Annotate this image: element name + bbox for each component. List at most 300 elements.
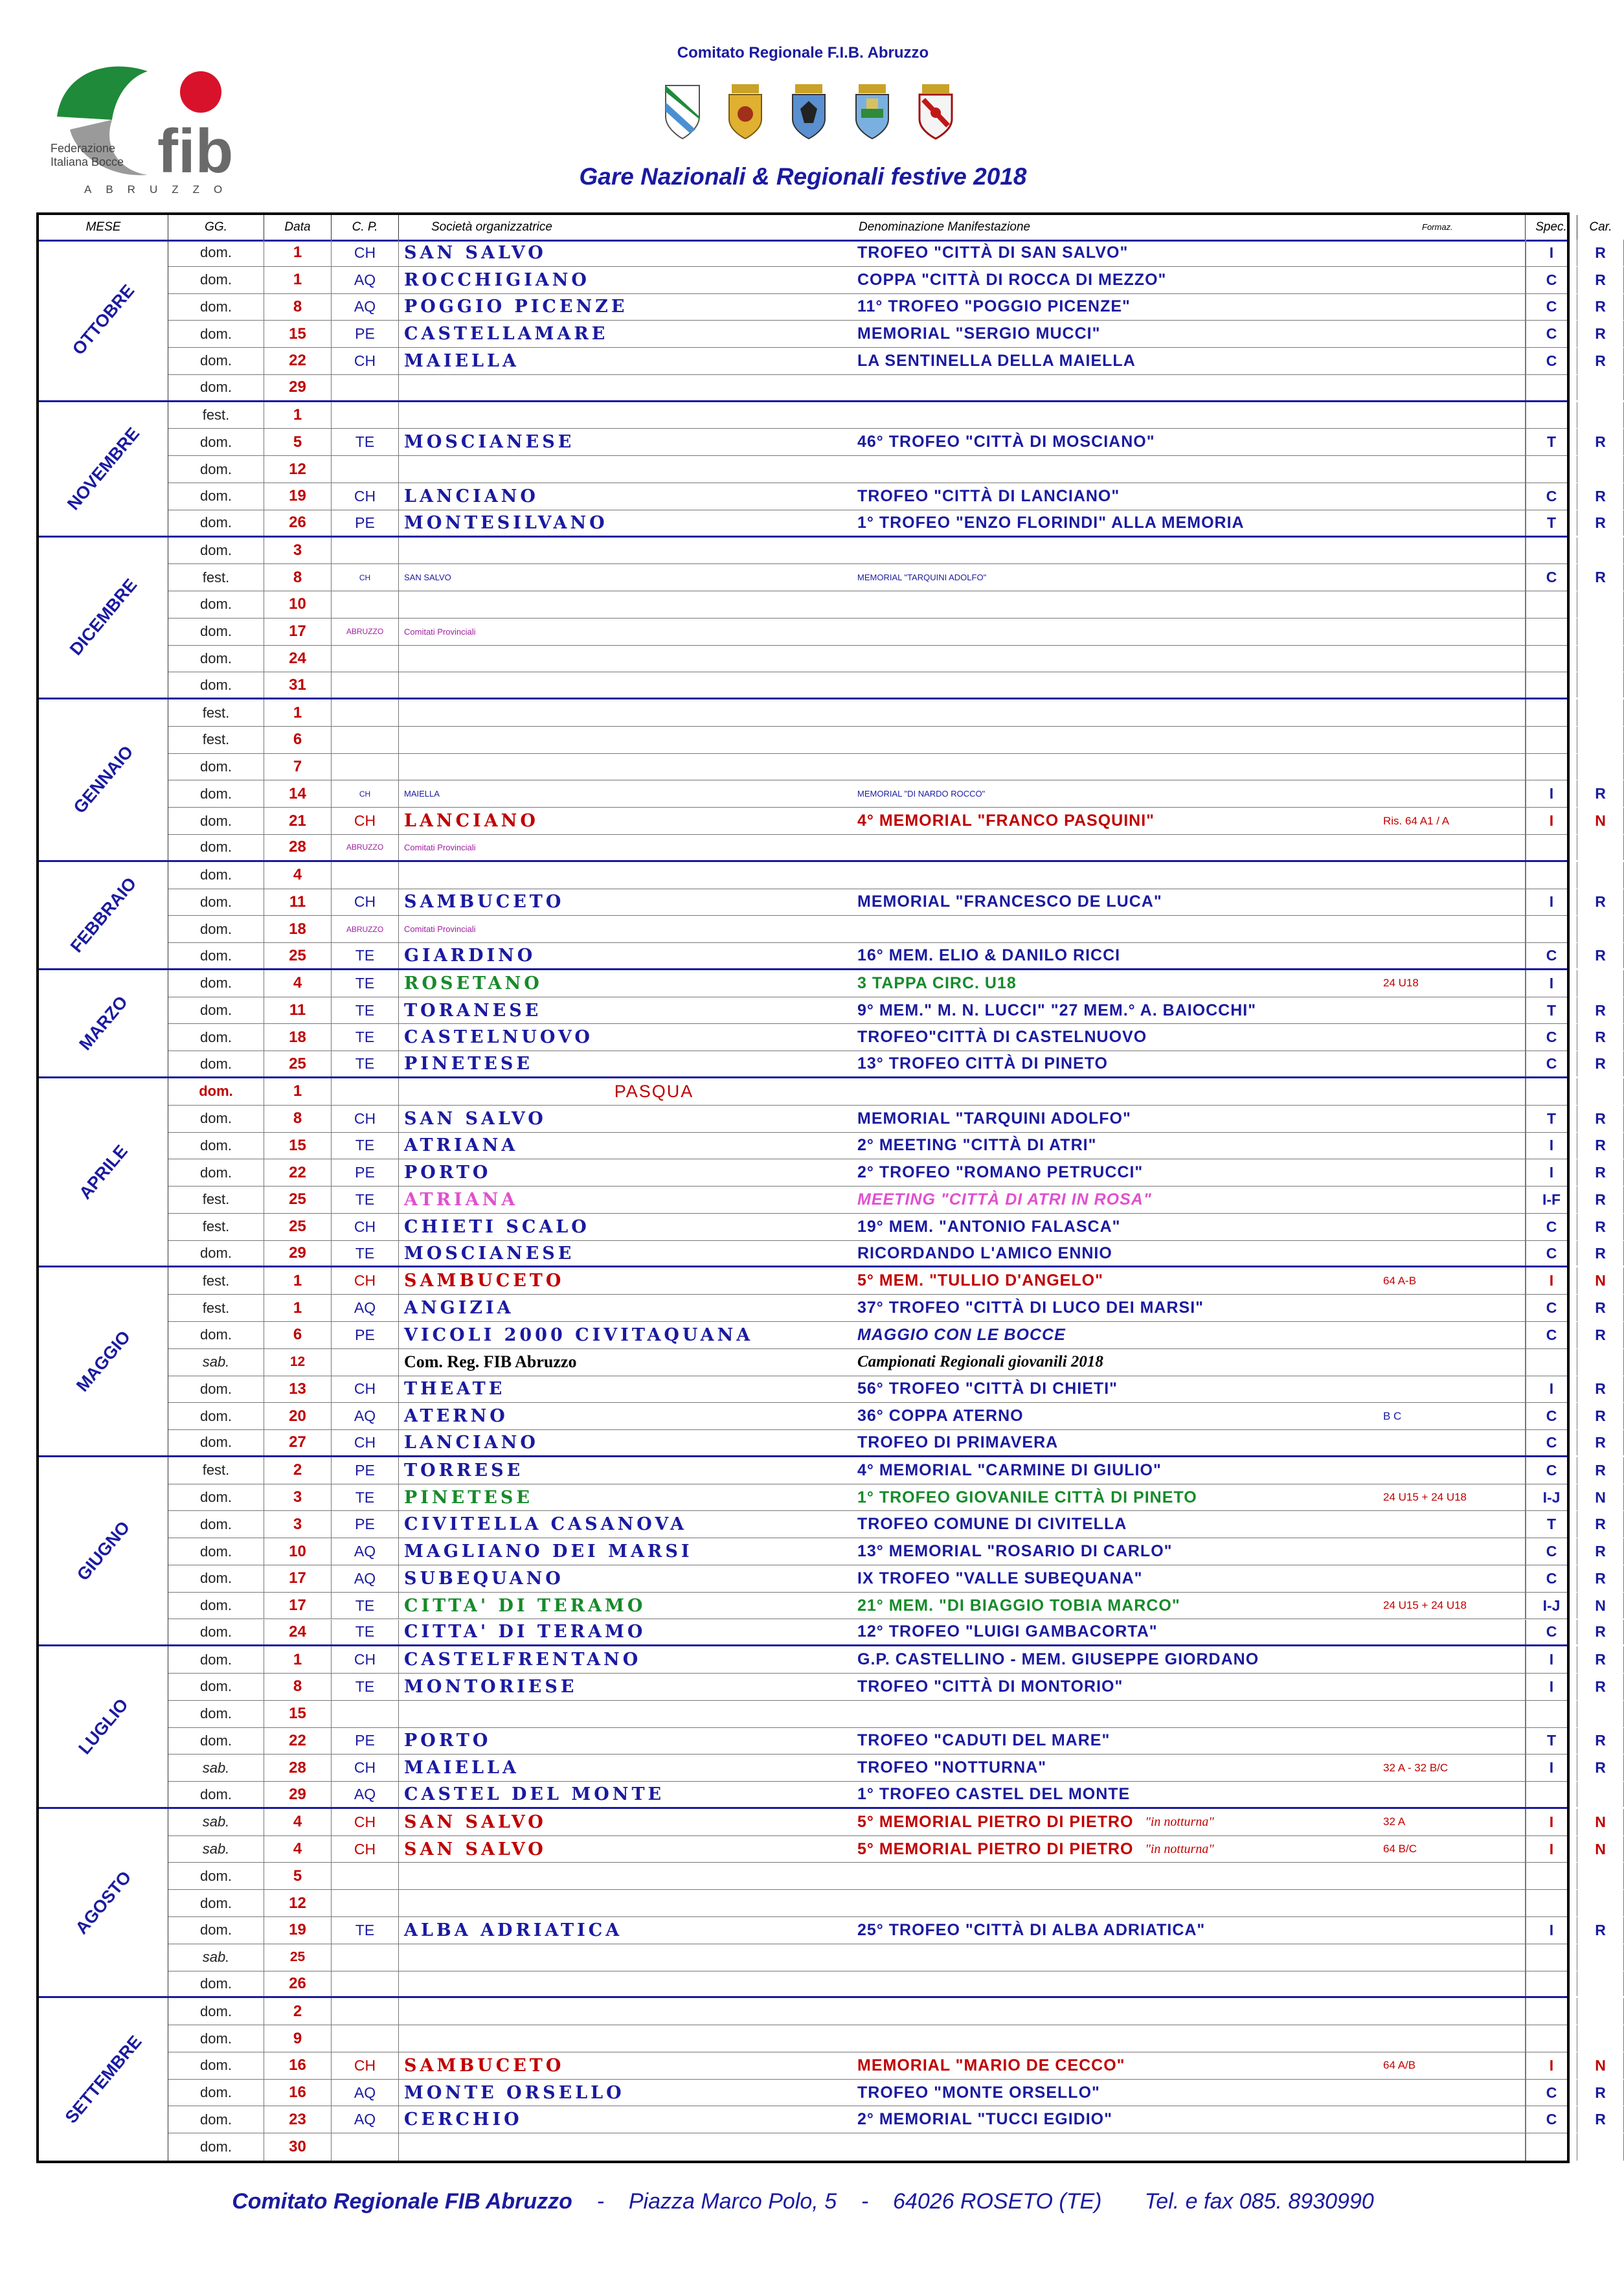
date-cell: [264, 1971, 332, 1997]
table-row: [168, 1457, 1606, 1484]
organizer-cell: [399, 1863, 852, 1889]
speciality-cell: [1526, 538, 1577, 564]
organizer-cell: [399, 429, 852, 455]
event-name-cell: [852, 780, 1383, 807]
event-name: 37° TROFEO "CITTÀ DI LUCO DEI MARSI": [857, 1299, 1204, 1317]
formation-cell: [1383, 2025, 1526, 2052]
event-name-cell: [852, 916, 1383, 942]
province: ABRUZZO: [346, 924, 384, 934]
organizer-cell: [399, 2052, 852, 2079]
speciality-cell: [1526, 808, 1577, 834]
category-cell: [1577, 456, 1624, 483]
day-of-week: dom.: [200, 1597, 232, 1614]
table-row: [168, 1809, 1606, 1836]
province: CH: [354, 2056, 376, 2074]
date: 12: [289, 460, 306, 478]
category-cell: [1577, 1620, 1624, 1645]
col-cp: C. P.: [332, 215, 399, 240]
speciality-cell: [1526, 1403, 1577, 1429]
day-of-week: dom.: [200, 1516, 232, 1532]
event-note: "in notturna": [1145, 1814, 1214, 1829]
province-cell: [332, 1133, 399, 1159]
table-row: [168, 1565, 1606, 1593]
category: R: [1595, 1109, 1606, 1127]
date-cell: [264, 1376, 332, 1403]
logo-text: Federazione: [51, 142, 116, 155]
date: 28: [289, 1758, 306, 1777]
category-cell: [1577, 1863, 1624, 1889]
organizer: ATRIANA: [404, 1189, 519, 1210]
table-row: [168, 1971, 1567, 1999]
date-cell: [264, 1430, 332, 1455]
date: 24: [289, 1622, 306, 1641]
date: 29: [289, 378, 306, 396]
day-of-week-cell: [168, 835, 264, 860]
day-of-week-cell: [168, 1106, 264, 1132]
formation-cell: [1383, 1646, 1526, 1673]
event-name-cell: [852, 1782, 1383, 1807]
day-of-week: dom.: [200, 2030, 232, 2047]
speciality: I: [1549, 974, 1554, 992]
speciality-cell: [1526, 1944, 1577, 1971]
province-cell: [332, 970, 399, 997]
day-of-week: dom.: [200, 1543, 232, 1560]
organizer: MONTE ORSELLO: [404, 2082, 625, 2103]
organizer-cell: [399, 240, 852, 266]
formation: 32 A: [1383, 1815, 1406, 1828]
speciality-cell: [1526, 483, 1577, 510]
category: R: [1595, 785, 1606, 802]
table-row: [168, 538, 1567, 565]
day-of-week-cell: [168, 672, 264, 698]
organizer-cell: [399, 1998, 852, 2025]
speciality-cell: [1526, 564, 1577, 591]
event-name: MEMORIAL "SERGIO MUCCI": [857, 324, 1101, 343]
category-cell: [1577, 1511, 1624, 1538]
event-name: 11° TROFEO "POGGIO PICENZE": [857, 297, 1131, 316]
organizer: CITTA' DI TERAMO: [404, 1595, 646, 1616]
month-cell: [39, 1646, 168, 1809]
table-row: [168, 780, 1606, 808]
category: R: [1595, 1759, 1606, 1777]
day-of-week: dom.: [199, 1083, 233, 1100]
date: 13: [289, 1380, 306, 1398]
category-cell: [1577, 2080, 1624, 2106]
province: TE: [355, 974, 375, 992]
speciality-cell: [1526, 970, 1577, 997]
formation-cell: [1383, 1863, 1526, 1889]
province-cell: [332, 375, 399, 400]
day-of-week-cell: [168, 1593, 264, 1619]
organizer-cell: [399, 1241, 852, 1266]
date: 10: [289, 595, 306, 613]
province: CH: [354, 1759, 376, 1777]
speciality-cell: [1526, 672, 1577, 698]
date: 25: [289, 1054, 306, 1073]
speciality: I: [1549, 244, 1554, 261]
organizer: CASTELLAMARE: [404, 324, 609, 345]
organizer-cell: [399, 1538, 852, 1565]
day-of-week: dom.: [200, 1434, 232, 1451]
table-row: [168, 889, 1606, 916]
chieti-crest-icon: [725, 83, 765, 141]
event-name: 56° TROFEO "CITTÀ DI CHIETI": [857, 1380, 1118, 1398]
formation-cell: [1383, 1403, 1526, 1429]
date: 5: [293, 433, 302, 451]
organizer: MONTESILVANO: [404, 512, 608, 533]
organizer-cell: [399, 1755, 852, 1781]
day-of-week-cell: [168, 646, 264, 672]
formation-cell: [1383, 321, 1526, 347]
date: 12: [289, 1894, 306, 1912]
date-cell: [264, 1836, 332, 1863]
table-row: [168, 240, 1606, 267]
date-cell: [264, 1620, 332, 1645]
event-name: 9° MEM." M. N. LUCCI" "27 MEM.° A. BAIOCCHI": [857, 1001, 1257, 1019]
category-cell: [1577, 1484, 1624, 1511]
organizer-cell: [399, 1511, 852, 1538]
speciality-cell: [1526, 1620, 1577, 1645]
speciality-cell: [1526, 321, 1577, 347]
day-of-week-cell: [168, 1430, 264, 1455]
day-of-week: dom.: [200, 1922, 232, 1938]
date-cell: [264, 564, 332, 591]
day-of-week-cell: [168, 1159, 264, 1186]
date: 11: [289, 892, 306, 911]
province: AQ: [354, 1543, 376, 1560]
province-cell: [332, 294, 399, 321]
speciality: C: [1546, 2111, 1557, 2128]
event-name-cell: [852, 1701, 1383, 1727]
province-cell: [332, 1836, 399, 1863]
province: PE: [355, 1516, 375, 1533]
speciality-cell: [1526, 267, 1577, 293]
province: PE: [355, 1732, 375, 1749]
province-cell: [332, 1565, 399, 1592]
speciality-cell: [1526, 1809, 1577, 1835]
formation-cell: [1383, 808, 1526, 834]
day-of-week: dom.: [200, 1137, 232, 1153]
date-cell: [264, 402, 332, 429]
category: R: [1595, 1244, 1606, 1262]
day-of-week: dom.: [200, 839, 232, 856]
day-of-week-cell: [168, 1782, 264, 1807]
category-cell: [1577, 1646, 1624, 1673]
teramo-crest-icon: [916, 83, 956, 141]
date-cell: [264, 646, 332, 672]
speciality-cell: [1526, 1593, 1577, 1619]
formation-cell: [1383, 348, 1526, 374]
day-of-week-cell: [168, 1917, 264, 1944]
table-row: [168, 1863, 1567, 1890]
date: 1: [293, 703, 302, 721]
date-cell: [264, 240, 332, 266]
organizer: LANCIANO: [404, 811, 539, 832]
organizer-cell: [399, 997, 852, 1024]
organizer-cell: [399, 619, 852, 645]
organizer: Comitati Provinciali: [404, 924, 476, 935]
organizer: VICOLI 2000 CIVITAQUANA: [404, 1324, 754, 1345]
day-of-week: dom.: [200, 2003, 232, 2019]
fib-logo: [51, 45, 277, 201]
category-cell: [1577, 267, 1624, 293]
category: R: [1595, 1218, 1606, 1235]
province-cell: [332, 1349, 399, 1376]
speciality: T: [1546, 1516, 1557, 1533]
formation-cell: [1383, 1593, 1526, 1619]
category-cell: [1577, 402, 1624, 429]
category: R: [1595, 1543, 1606, 1560]
table-row: [168, 2133, 1567, 2161]
date: 1: [293, 244, 302, 262]
organizer-cell: [399, 1890, 852, 1916]
province-cell: [332, 1430, 399, 1455]
province-cell: [332, 1782, 399, 1807]
date: 22: [289, 1731, 306, 1749]
date-cell: [264, 510, 332, 536]
month-name: GENNAIO: [69, 742, 137, 817]
event-name-cell: [852, 1646, 1383, 1673]
province-cell: [332, 483, 399, 510]
category-cell: [1577, 1728, 1624, 1755]
table-row: [168, 483, 1606, 510]
month-name: FEBBRAIO: [66, 873, 140, 957]
organizer-cell: [399, 1646, 852, 1673]
speciality: I: [1549, 1137, 1554, 1154]
day-of-week-cell: [168, 1646, 264, 1673]
category-cell: [1577, 538, 1624, 564]
day-of-week: dom.: [200, 975, 232, 992]
date-cell: [264, 1241, 332, 1266]
date: 3: [293, 1488, 302, 1506]
organizer-cell: [399, 483, 852, 510]
day-of-week-cell: [168, 970, 264, 997]
speciality-cell: [1526, 510, 1577, 536]
province-cell: [332, 1457, 399, 1484]
month-cell: [39, 699, 168, 862]
day-of-week: dom.: [200, 2057, 232, 2074]
day-of-week-cell: [168, 889, 264, 916]
category: R: [1595, 1569, 1606, 1587]
date-cell: [264, 780, 332, 807]
category: R: [1595, 1190, 1606, 1208]
category-cell: [1577, 916, 1624, 942]
date: 17: [289, 622, 306, 641]
category: N: [1595, 2056, 1606, 2074]
date: 4: [293, 1840, 302, 1858]
organizer-cell: [399, 754, 852, 780]
category: R: [1595, 1461, 1606, 1479]
event-name: 4° MEMORIAL "CARMINE DI GIULIO": [857, 1460, 1162, 1479]
date: 3: [293, 1515, 302, 1533]
day-of-week: fest.: [202, 1462, 230, 1479]
formation-cell: [1383, 1376, 1526, 1403]
table-row: [168, 619, 1567, 646]
event-name-cell: [852, 1349, 1383, 1376]
formation-cell: [1383, 1024, 1526, 1051]
table-row: [168, 1890, 1567, 1917]
col-denominazione: Denominazione Manifestazione: [859, 220, 1031, 234]
organizer: Comitati Provinciali: [404, 842, 476, 852]
month-cell: [39, 538, 168, 700]
province: TE: [355, 1190, 375, 1208]
formation-cell: [1383, 564, 1526, 591]
month-name: NOVEMBRE: [63, 423, 143, 514]
table-row: [168, 2025, 1567, 2052]
day-of-week: dom.: [200, 1380, 232, 1397]
date-cell: [264, 1024, 332, 1051]
province-cell: [332, 456, 399, 483]
speciality-cell: [1526, 619, 1577, 645]
event-name-cell: [852, 1295, 1383, 1321]
category: R: [1595, 1623, 1606, 1641]
province: TE: [355, 947, 375, 964]
date: 3: [293, 541, 302, 559]
province-cell: [332, 1187, 399, 1213]
speciality-cell: [1526, 591, 1577, 618]
table-row: [168, 1836, 1606, 1863]
day-of-week: dom.: [200, 1894, 232, 1911]
day-of-week-cell: [168, 2052, 264, 2079]
formation-cell: [1383, 456, 1526, 483]
speciality: I: [1549, 1813, 1554, 1830]
speciality: I: [1549, 1651, 1554, 1668]
organizer: SAMBUCETO: [404, 892, 565, 913]
category-cell: [1577, 672, 1624, 698]
formation-cell: [1383, 835, 1526, 860]
date-cell: [264, 1646, 332, 1673]
category-cell: [1577, 1593, 1624, 1619]
date: 30: [289, 2138, 306, 2156]
province: TE: [355, 1596, 375, 1614]
formation: 64 B/C: [1383, 1843, 1417, 1856]
category-cell: [1577, 1917, 1624, 1944]
date-cell: [264, 970, 332, 997]
day-of-week: dom.: [200, 488, 232, 505]
date: 23: [289, 2110, 306, 2128]
category-cell: [1577, 1809, 1624, 1835]
event-name-cell: [852, 564, 1383, 591]
category-cell: [1577, 1782, 1624, 1807]
province: TE: [355, 1244, 375, 1262]
event-name: G.P. CASTELLINO - MEM. GIUSEPPE GIORDANO: [857, 1650, 1259, 1669]
day-of-week: dom.: [200, 541, 232, 558]
date-cell: [264, 754, 332, 780]
date: 5: [293, 1867, 302, 1885]
speciality-cell: [1526, 2106, 1577, 2133]
col-car: Car.: [1589, 220, 1612, 234]
logo-region: ABRUZZO: [84, 183, 237, 196]
event-name-cell: [852, 672, 1383, 698]
date: 12: [289, 1354, 306, 1370]
province: CH: [354, 1109, 376, 1127]
day-of-week: dom.: [200, 325, 232, 342]
speciality-cell: [1526, 1701, 1577, 1727]
day-of-week-cell: [168, 1755, 264, 1781]
province: CH: [354, 352, 376, 369]
event-name-cell: [852, 970, 1383, 997]
organizer-cell: [399, 1214, 852, 1240]
speciality-cell: [1526, 1024, 1577, 1051]
formation-cell: [1383, 916, 1526, 942]
date: 6: [293, 1326, 302, 1344]
event-name-cell: [852, 1593, 1383, 1619]
organizer-cell: [399, 1024, 852, 1051]
date-cell: [264, 1484, 332, 1511]
day-of-week: sab.: [202, 1813, 230, 1830]
date: 18: [289, 920, 306, 938]
province: AQ: [354, 298, 376, 315]
organizer-cell: [399, 1782, 852, 1807]
date-cell: [264, 1809, 332, 1835]
formation-cell: [1383, 1267, 1526, 1294]
speciality-cell: [1526, 1565, 1577, 1592]
event-name-cell: [852, 1890, 1383, 1916]
formation-cell: [1383, 240, 1526, 266]
province-cell: [332, 402, 399, 429]
date: 31: [289, 676, 306, 694]
organizer-cell: [399, 2133, 852, 2161]
day-of-week-cell: [168, 1322, 264, 1348]
organizer: PINETESE: [404, 1054, 533, 1074]
province: ABRUZZO: [346, 627, 384, 637]
organizer-cell: [399, 1971, 852, 1997]
speciality-cell: [1526, 646, 1577, 672]
event-name-cell: [852, 2133, 1383, 2161]
event-name-cell: [852, 294, 1383, 321]
category-cell: [1577, 321, 1624, 347]
province: AQ: [354, 1299, 376, 1317]
day-of-week: dom.: [200, 1028, 232, 1045]
province-cell: [332, 1620, 399, 1645]
province: CH: [359, 789, 371, 799]
month-cell: [39, 1267, 168, 1457]
day-of-week-cell: [168, 1187, 264, 1213]
organizer: GIARDINO: [404, 946, 536, 966]
date: 19: [289, 1921, 306, 1939]
speciality-cell: [1526, 1457, 1577, 1484]
speciality-cell: [1526, 1971, 1577, 1997]
formation-cell: [1383, 889, 1526, 916]
speciality-cell: [1526, 727, 1577, 753]
day-of-week-cell: [168, 564, 264, 591]
organizer-cell: [399, 672, 852, 698]
category: R: [1595, 1137, 1606, 1154]
day-of-week: fest.: [202, 704, 230, 721]
organizer: CASTELFRENTANO: [404, 1650, 642, 1670]
province: CH: [354, 1813, 376, 1830]
organizer: LANCIANO: [404, 486, 539, 506]
event-name-cell: [852, 2080, 1383, 2106]
month-cell: [39, 970, 168, 1078]
date: 24: [289, 649, 306, 667]
organizer-cell: [399, 1403, 852, 1429]
day-of-week: fest.: [202, 731, 230, 748]
formation-cell: [1383, 2133, 1526, 2161]
date-cell: [264, 1187, 332, 1213]
month-cell: [39, 1809, 168, 1998]
table-row: [168, 754, 1567, 781]
organizer: MONTORIESE: [404, 1676, 578, 1697]
province: PE: [355, 1164, 375, 1181]
event-name-cell: [852, 2025, 1383, 2052]
category-cell: [1577, 375, 1624, 400]
formation-cell: [1383, 1971, 1526, 1997]
organizer-cell: [399, 1133, 852, 1159]
speciality-cell: [1526, 1728, 1577, 1755]
province-cell: [332, 267, 399, 293]
formation-cell: [1383, 1998, 1526, 2025]
